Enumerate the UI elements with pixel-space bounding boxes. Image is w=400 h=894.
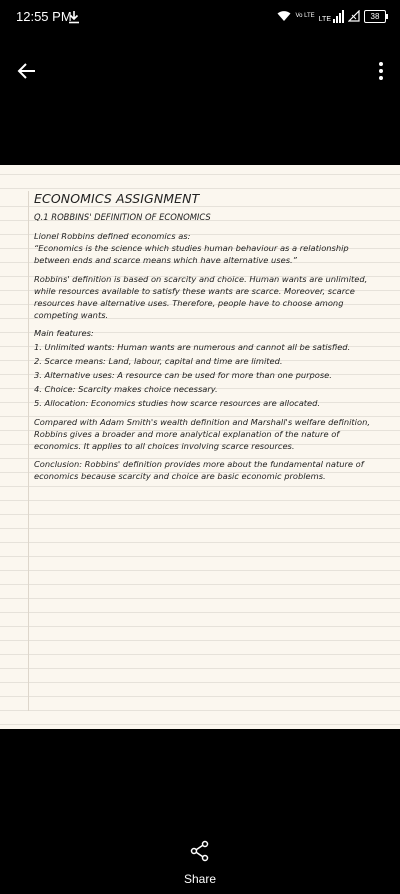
share-icon — [189, 840, 211, 862]
document-text — [34, 191, 386, 489]
back-button[interactable] — [14, 58, 40, 84]
lte-label: LTE — [318, 15, 331, 23]
status-time: 12:55 PM — [16, 9, 72, 24]
conclusion: Conclusion: Robbins' definition provides more about the fundamental nature of economics because scarcity and choice are basic economic problems. — [34, 459, 364, 482]
document-image[interactable] — [0, 165, 400, 729]
features-list — [34, 340, 386, 410]
battery-level: 38 — [370, 11, 380, 21]
no-signal-icon — [348, 10, 360, 22]
status-bar — [0, 0, 400, 34]
share-label: Share — [183, 872, 217, 886]
definition-quote: “Economics is the science which studies human behaviour as a relationship between ends and scarce means which have alternative uses.” — [34, 243, 349, 266]
wifi-icon — [277, 10, 291, 22]
list-item: 1. Unlimited wants: Human wants are numerous and cannot all be satisfied. — [34, 341, 351, 352]
features-label: Main features: — [34, 328, 94, 339]
list-item: 4. Choice: Scarcity makes choice necessary. — [34, 383, 218, 394]
signal-icon — [319, 10, 344, 23]
document-title: ECONOMICS ASSIGNMENT — [34, 191, 200, 206]
battery-icon — [364, 10, 386, 23]
more-vertical-icon — [379, 62, 383, 66]
intro-label: Lionel Robbins defined economics as: — [34, 231, 191, 241]
more-options-button[interactable] — [374, 58, 388, 84]
status-icons — [277, 9, 386, 23]
paragraph-2: Compared with Adam Smith's wealth definition and Marshall's welfare definition, Robbins gives a broader and more analytical explanation of the nature of economics. It applies to all choices involving scarce resources. — [34, 416, 370, 452]
question-heading: Q.1 ROBBINS' DEFINITION OF ECONOMICS — [34, 212, 211, 222]
volte-label: Vo LTE — [295, 13, 315, 19]
margin-line — [28, 191, 29, 711]
share-button[interactable] — [170, 840, 230, 890]
download-icon — [68, 10, 80, 24]
list-item: 5. Allocation: Economics studies how scarce resources are allocated. — [34, 397, 321, 408]
list-item: 2. Scarce means: Land, labour, capital and time are limited. — [34, 355, 283, 366]
list-item: 3. Alternative uses: A resource can be used for more than one purpose. — [34, 369, 332, 380]
arrow-left-icon — [17, 61, 37, 81]
paragraph-1: Robbins' definition is based on scarcity and choice. Human wants are unlimited, while resources available to satisfy these wants are scarce. Moreover, scarce resources have alternative uses. Therefore, people have to choose among competing wants. — [34, 273, 368, 321]
